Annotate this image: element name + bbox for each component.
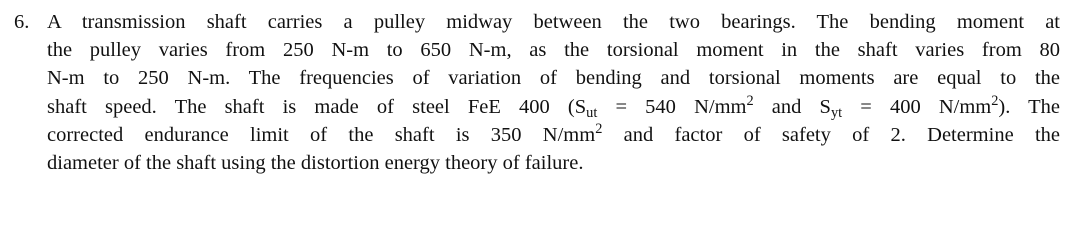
problem-line-1 (14, 8, 1060, 36)
problem-statement (14, 8, 1060, 177)
problem-line-4 (14, 93, 1060, 121)
subscript-yt: yt (830, 104, 843, 121)
problem-number: 6. (14, 11, 30, 33)
line5-text-b: and factor of safety of 2. Determine the (602, 123, 1060, 146)
problem-line-6: diameter of the shaft using the distortion energy theory of failure. (47, 152, 584, 175)
superscript-2: 2 (991, 92, 999, 109)
line5-text-a: corrected endurance limit of the shaft is 350 N/mm (47, 123, 596, 146)
line4-text-b: = 540 N/mm (597, 95, 747, 118)
problem-line-2: the pulley varies from 250 N-m to 650 N-m, as the torsional moment in the shaft varies from 80 (47, 39, 1060, 62)
superscript-2: 2 (746, 92, 754, 109)
problem-text-line-1: A transmission shaft carries a pulley midway between the two bearings. The bending moment at (47, 11, 1060, 33)
problem-line-3: N-m to 250 N-m. The frequencies of variation of bending and torsional moments are equal to the (47, 67, 1060, 90)
line4-text-e: ). The (998, 95, 1061, 118)
line4-text-d: = 400 N/mm (842, 95, 992, 118)
subscript-ut: ut (586, 104, 598, 121)
problem-line-5 (14, 121, 1060, 149)
superscript-2: 2 (595, 120, 603, 137)
line4-text-a: shaft speed. The shaft is made of steel FeE 400 (S (47, 95, 587, 118)
line4-text-c: and S (753, 95, 831, 118)
